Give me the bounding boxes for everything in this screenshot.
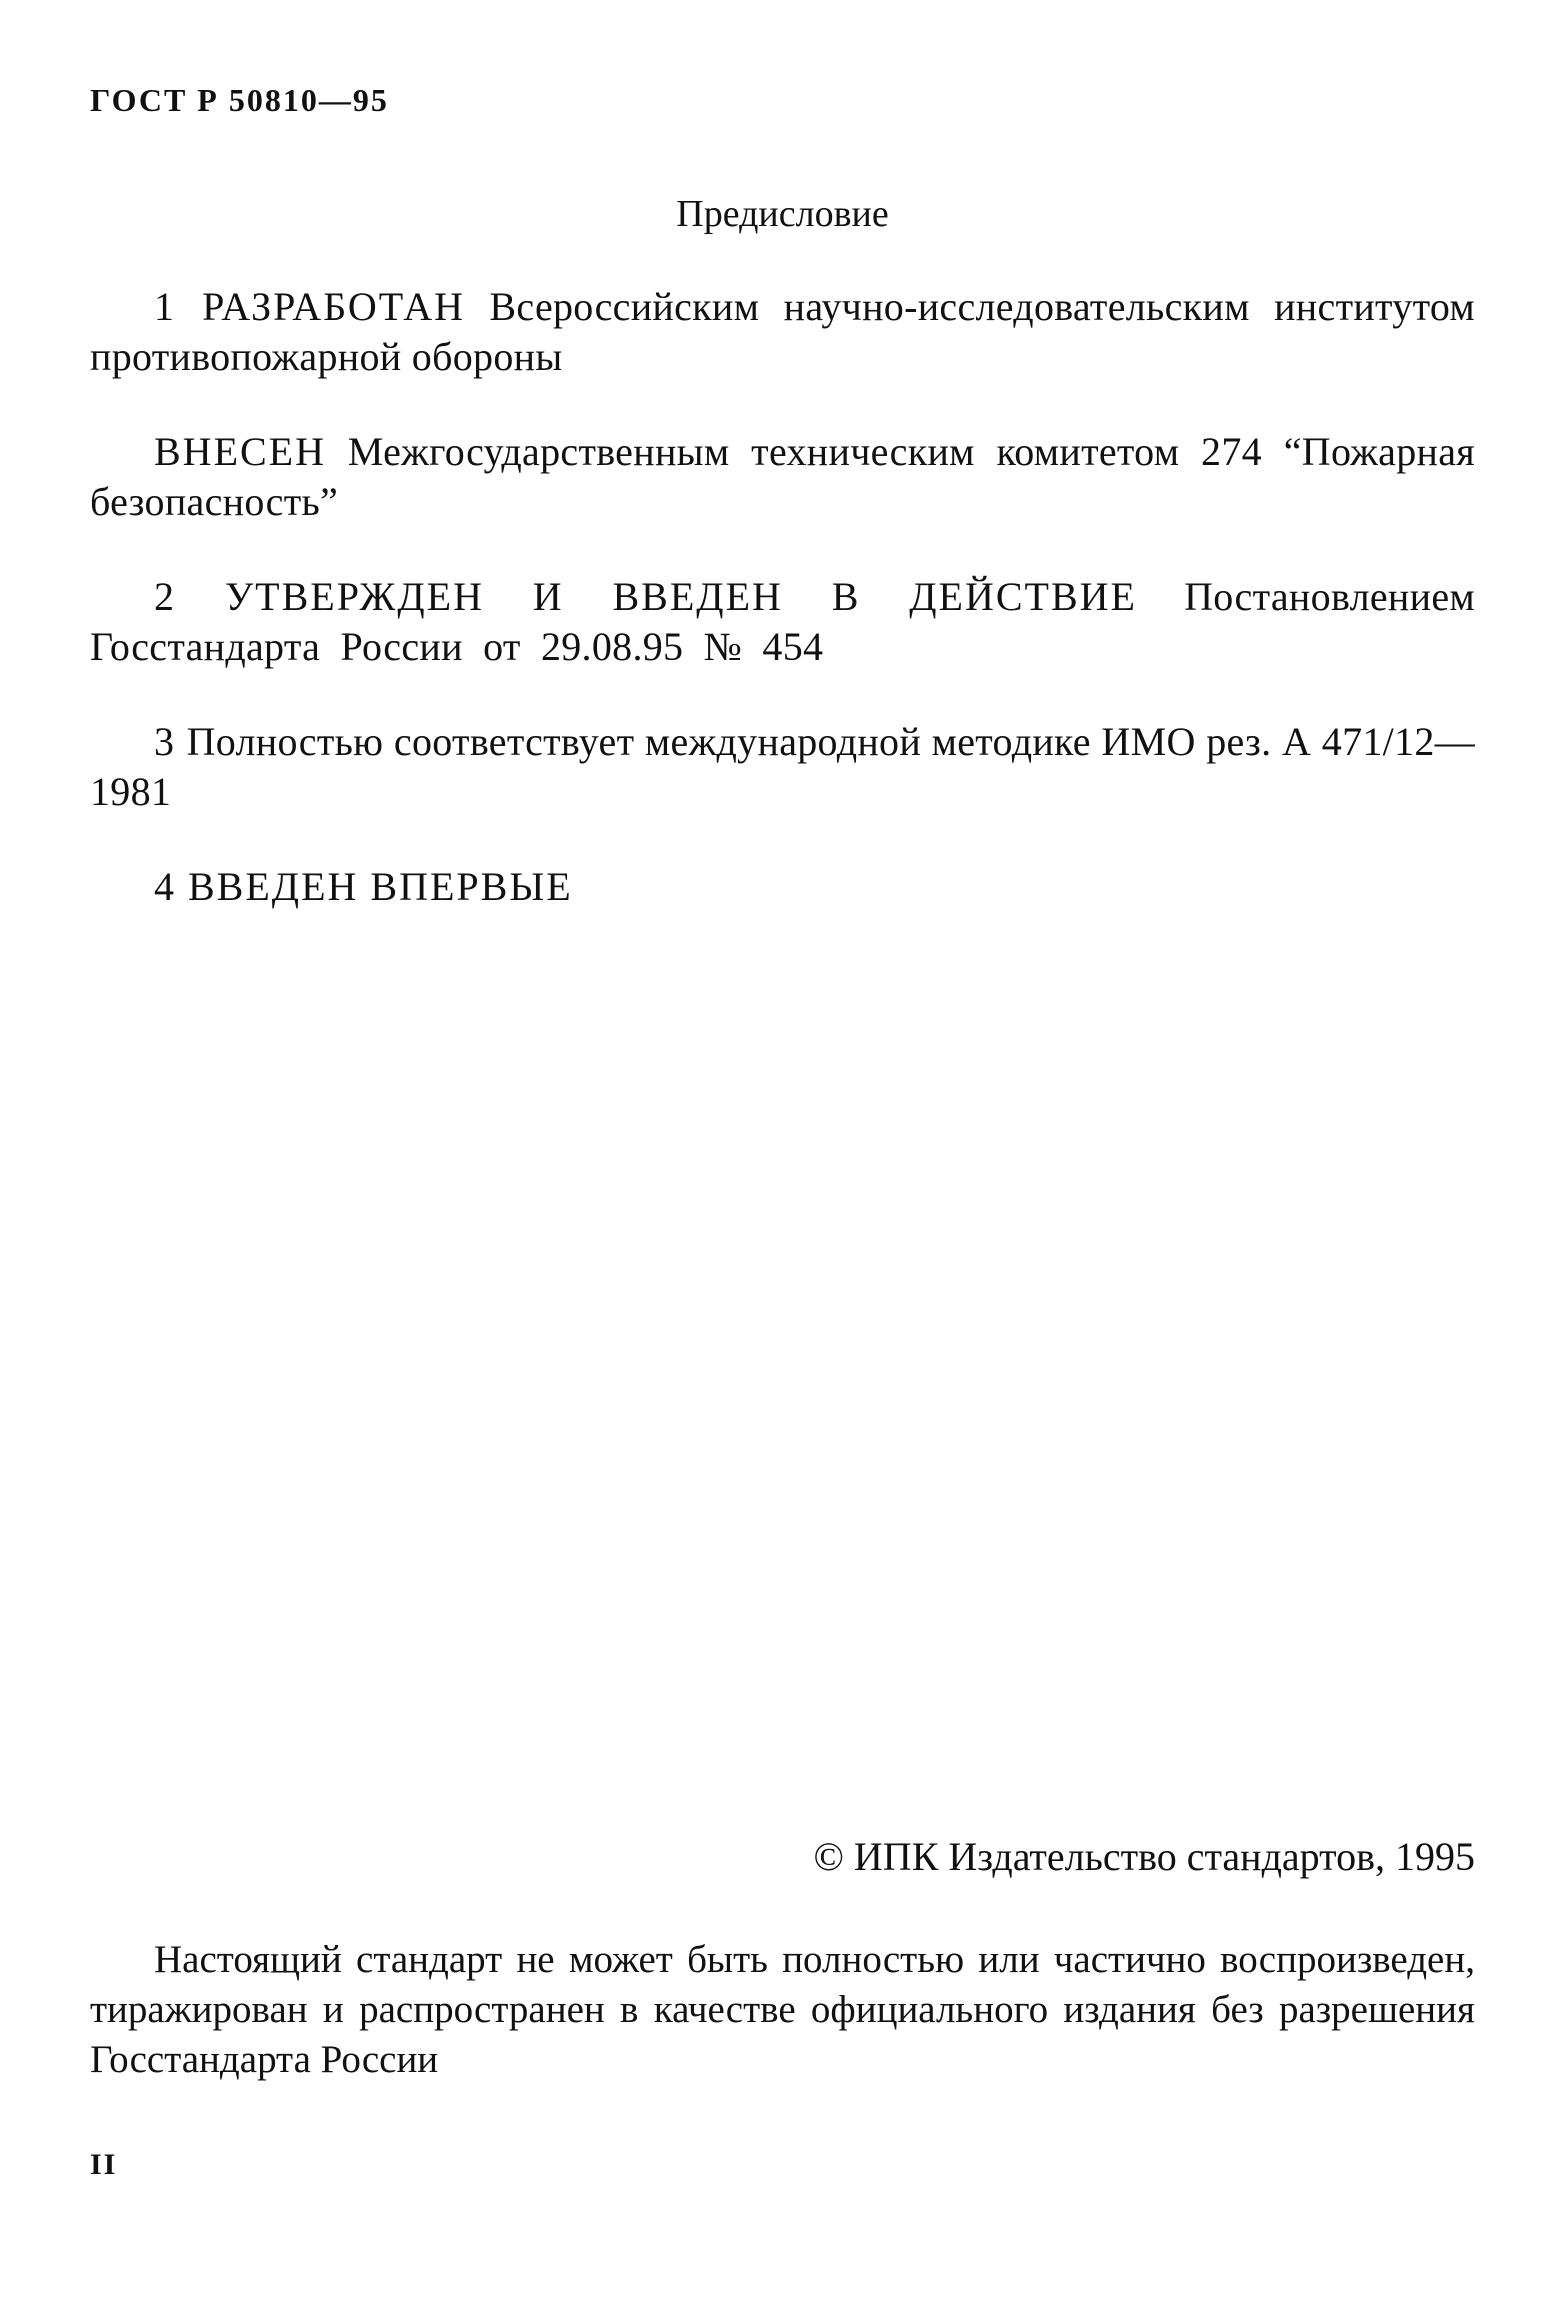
page-title: Предисловие bbox=[676, 193, 889, 235]
preface-item-approved bbox=[90, 572, 1475, 672]
preface-item-introduced bbox=[90, 427, 1475, 527]
reproduction-notice: Настоящий стандарт не может быть полностью или частично воспроизведен, тиражирован и распространен в качестве официального издания без разрешения Госстандарта России bbox=[90, 1938, 1475, 2081]
preface-content bbox=[90, 282, 1475, 957]
preface-item-developed bbox=[90, 282, 1475, 382]
preface-item-text: Всероссийским научно-исследовательским институтом противопожарной обороны bbox=[90, 284, 1476, 379]
preface-item-lead: 4 ВВЕДЕН ВПЕРВЫЕ bbox=[154, 864, 573, 909]
preface-item-lead: ВНЕСЕН bbox=[154, 429, 326, 474]
document-code: ГОСТ Р 50810—95 bbox=[90, 82, 389, 118]
preface-item-text: Постановлением Госстандарта России от 29.08.95 № 454 bbox=[90, 574, 1475, 669]
preface-item-text: Межгосударственным техническим комитетом 274 “Пожарная безопасность” bbox=[90, 429, 1475, 524]
preface-item-lead: 2 УТВЕРЖДЕН И ВВЕДЕН В ДЕЙСТВИЕ bbox=[154, 574, 1137, 619]
preface-item-first-introduced bbox=[90, 862, 1475, 912]
page-number: II bbox=[90, 2148, 118, 2181]
preface-item-text: Полностью соответствует международной методике ИМО рез. А 471/12—1981 bbox=[90, 719, 1475, 814]
preface-item-lead: 3 bbox=[154, 719, 176, 764]
copyright-line: © ИПК Издательство стандартов, 1995 bbox=[813, 1834, 1475, 1879]
preface-item-lead: 1 РАЗРАБОТАН bbox=[154, 284, 465, 329]
preface-item-compliance bbox=[90, 717, 1475, 817]
